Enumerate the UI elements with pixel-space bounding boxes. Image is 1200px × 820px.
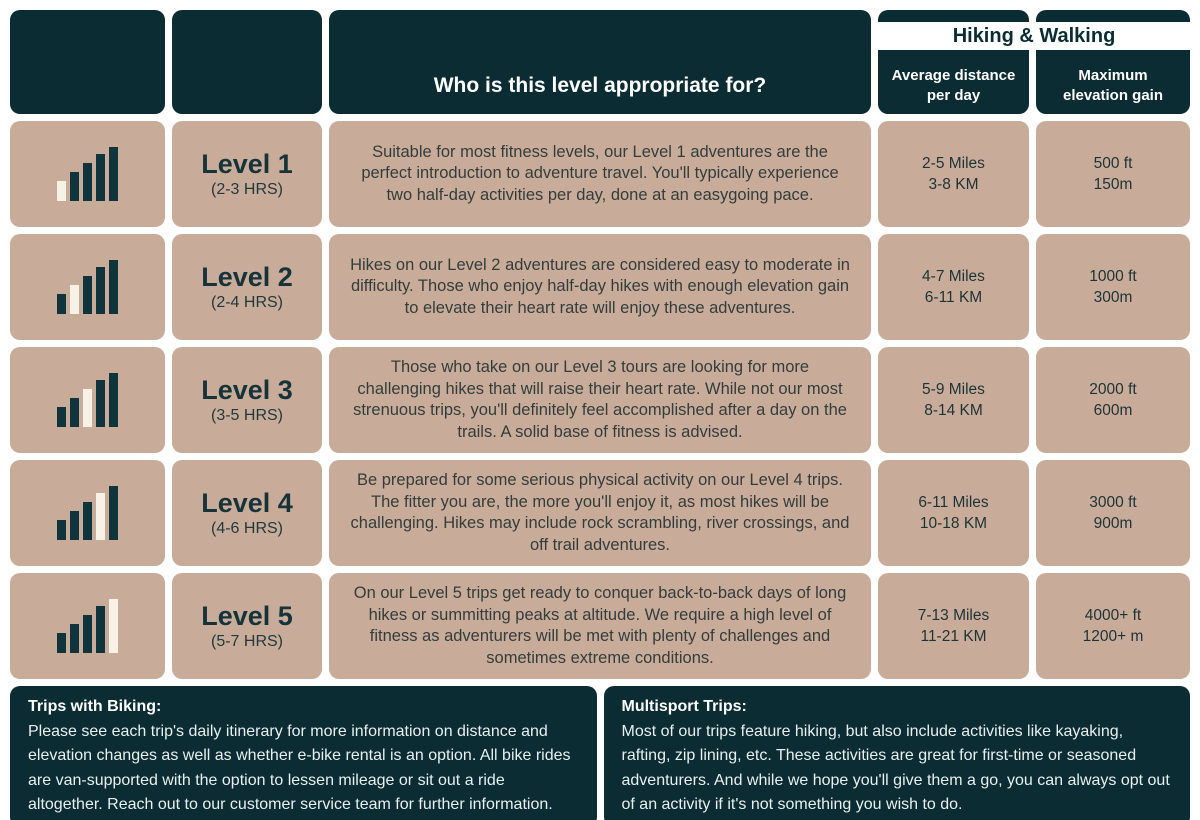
header-average-distance: Average distance per day: [878, 10, 1029, 114]
level-4-description: Be prepared for some serious physical activity on our Level 4 trips. The fitter you are, the more you'll enjoy it, as most hikes will be challenging. Hikes may include rock scrambling, river crossings, and off trail adventures.: [329, 460, 871, 566]
level-4-elevation-cell: [1036, 460, 1190, 566]
level-hours: (2-4 HRS): [210, 294, 283, 311]
level-2-description: Hikes on our Level 2 adventures are considered easy to moderate in difficulty. Those who enjoy half-day hikes with enough elevation gain to elevate their heart rate will enjoy these adventures.: [329, 234, 871, 340]
multisport-note-title: Multisport Trips:: [621, 698, 747, 715]
multisport-note-body: Most of our trips feature hiking, but also include activities like kayaking, rafting, zip lining, etc. These activities are great for first-time or seasoned adventurers. And while we hope you'll give them a go, you can always opt out of an activity if it's not something you wish to do.: [621, 722, 1170, 813]
header-maximum-elevation: Maximum elevation gain: [1036, 10, 1190, 114]
level-grid: [10, 10, 1190, 816]
level-hours: (5-7 HRS): [210, 633, 283, 650]
distance-km: 10-18 KM: [919, 515, 988, 532]
level-2-label-cell: [172, 234, 322, 340]
elevation-feet: 2000 ft: [1089, 381, 1137, 398]
distance-miles: 4-7 Miles: [922, 268, 985, 285]
level-2-distance-cell: [878, 234, 1029, 340]
distance-km: 8-14 KM: [924, 402, 983, 419]
multisport-note: [604, 686, 1191, 820]
level-name: Level 4: [201, 488, 293, 518]
level-5-bars-cell: [10, 573, 165, 679]
level-1-description: Suitable for most fitness levels, our Level 1 adventures are the perfect introduction to adventure travel. You'll typically experience two half-day activities per day, done at an easygoing pace.: [329, 121, 871, 227]
elevation-meters: 600m: [1093, 402, 1133, 419]
level-name: Level 5: [201, 601, 293, 631]
level-name: Level 1: [201, 149, 293, 179]
fitness-bars-icon: [57, 599, 118, 653]
footnotes-row: [10, 686, 1190, 816]
header-spacer-icon-column: [10, 10, 165, 114]
level-2-bars-cell: [10, 234, 165, 340]
level-name: Level 3: [201, 375, 293, 405]
biking-note-title: Trips with Biking:: [28, 698, 162, 715]
elevation-meters: 900m: [1093, 515, 1133, 532]
distance-miles: 5-9 Miles: [922, 381, 985, 398]
elevation-meters: 300m: [1093, 289, 1133, 306]
level-3-distance-cell: [878, 347, 1029, 453]
biking-note: [10, 686, 597, 820]
elevation-feet: 1000 ft: [1089, 268, 1137, 285]
level-4-distance-cell: [878, 460, 1029, 566]
biking-note-body: Please see each trip's daily itinerary for more information on distance and elevation changes as well as whether e-bike rental is an option. All bike rides are van-supported with the option to lessen mileage or sit out a ride altogether. Reach out to our customer service team for further information.: [28, 722, 571, 813]
hiking-walking-header-group: [878, 10, 1190, 114]
level-2-elevation-cell: [1036, 234, 1190, 340]
elevation-feet: 3000 ft: [1089, 494, 1137, 511]
fitness-bars-icon: [57, 260, 118, 314]
level-hours: (3-5 HRS): [210, 407, 283, 424]
distance-miles: 7-13 Miles: [917, 607, 990, 624]
distance-miles: 6-11 Miles: [918, 494, 989, 511]
level-1-distance-cell: [878, 121, 1029, 227]
level-5-description: On our Level 5 trips get ready to conquer back-to-back days of long hikes or summitting peaks at altitude. We require a high level of fitness as adventurers will be met with plenty of challenges and sometimes extreme conditions.: [329, 573, 871, 679]
elevation-meters: 150m: [1093, 176, 1133, 193]
distance-km: 6-11 KM: [924, 289, 983, 306]
hiking-walking-band: Hiking & Walking: [878, 22, 1190, 50]
level-1-bars-cell: [10, 121, 165, 227]
header-who-title: Who is this level appropriate for?: [329, 10, 871, 114]
level-hours: (4-6 HRS): [210, 520, 283, 537]
distance-miles: 2-5 Miles: [922, 155, 985, 172]
level-3-description: Those who take on our Level 3 tours are looking for more challenging hikes that will raise their heart rate. While not our most strenuous trips, you'll definitely feel accomplished after a day on the trails. A solid base of fitness is advised.: [329, 347, 871, 453]
level-4-label-cell: [172, 460, 322, 566]
distance-km: 3-8 KM: [928, 176, 979, 193]
level-3-bars-cell: [10, 347, 165, 453]
level-5-distance-cell: [878, 573, 1029, 679]
level-4-bars-cell: [10, 460, 165, 566]
level-3-label-cell: [172, 347, 322, 453]
fitness-bars-icon: [57, 147, 118, 201]
level-5-elevation-cell: [1036, 573, 1190, 679]
distance-km: 11-21 KM: [920, 628, 987, 645]
fitness-bars-icon: [57, 373, 118, 427]
level-1-elevation-cell: [1036, 121, 1190, 227]
level-1-label-cell: [172, 121, 322, 227]
level-3-elevation-cell: [1036, 347, 1190, 453]
header-spacer-level-column: [172, 10, 322, 114]
level-5-label-cell: [172, 573, 322, 679]
elevation-meters: 1200+ m: [1082, 628, 1144, 645]
elevation-feet: 4000+ ft: [1084, 607, 1142, 624]
level-hours: (2-3 HRS): [210, 181, 283, 198]
fitness-bars-icon: [57, 486, 118, 540]
elevation-feet: 500 ft: [1093, 155, 1133, 172]
level-name: Level 2: [201, 262, 293, 292]
